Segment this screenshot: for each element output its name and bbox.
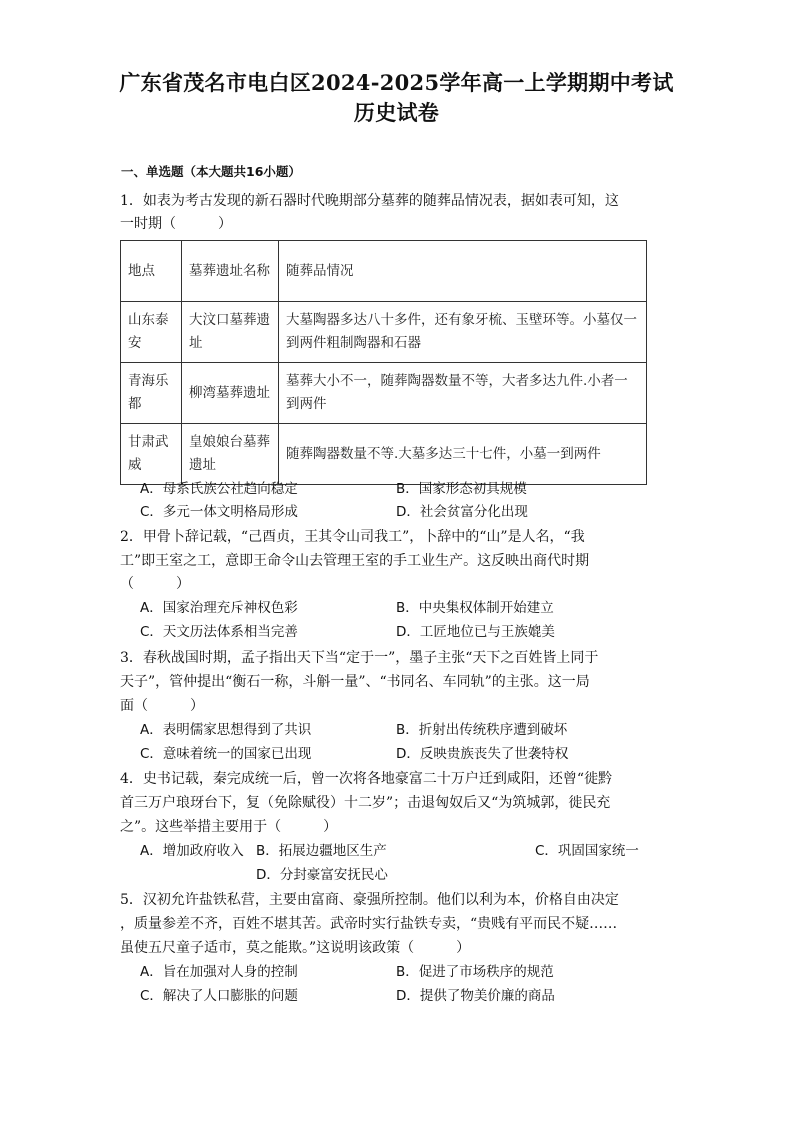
q5-option-d[interactable]: D．提供了物美价廉的商品 bbox=[396, 988, 555, 1004]
q4-stem-line2: 首三万户琅玡台下，复（免除赋役）十二岁”；击退匈奴后又“为筑城郭，徙民充 bbox=[120, 795, 611, 811]
q4-stem-line3: 之”。这些举措主要用于（ ） bbox=[120, 819, 338, 835]
q4-option-b[interactable]: B．拓展边疆地区生产 bbox=[256, 843, 387, 859]
q4-option-c[interactable]: C．巩固国家统一 bbox=[535, 843, 639, 859]
q1-option-d[interactable]: D．社会贫富分化出现 bbox=[396, 504, 528, 520]
q2-option-d[interactable]: D．工匠地位已与王族媲美 bbox=[396, 624, 555, 640]
q5-option-a[interactable]: A．旨在加强对人身的控制 bbox=[140, 964, 298, 980]
q1-option-c[interactable]: C．多元一体文明格局形成 bbox=[140, 504, 298, 520]
exam-title-line2: 历史试卷 bbox=[353, 100, 440, 125]
q4-option-a[interactable]: A．增加政府收入 bbox=[140, 843, 244, 859]
q1-stem-line1: 1．如表为考古发现的新石器时代晚期部分墓葬的随葬品情况表，据如表可知，这 bbox=[120, 193, 619, 209]
table-cell: 大汶口墓葬遗址 bbox=[182, 302, 279, 363]
q2-stem-line1: 2．甲骨卜辞记载，“己酉贞，王其令山司我工”，卜辞中的“山”是人名，“我 bbox=[120, 529, 585, 545]
q1-option-a[interactable]: A．母系氏族公社趋向稳定 bbox=[140, 481, 298, 497]
table-header-cell: 地点 bbox=[121, 241, 182, 302]
table-cell: 随葬陶器数量不等.大墓多达三十七件，小墓一到两件 bbox=[279, 424, 647, 485]
q3-option-d[interactable]: D．反映贵族丧失了世袭特权 bbox=[396, 746, 569, 762]
q2-option-b[interactable]: B．中央集权体制开始建立 bbox=[396, 600, 554, 616]
q3-stem-line1: 3．春秋战国时期，孟子指出天下当“定于一”，墨子主张“天下之百姓皆上同于 bbox=[120, 650, 599, 666]
table-row bbox=[121, 302, 647, 363]
q4-option-d[interactable]: D．分封豪富安抚民心 bbox=[256, 867, 388, 883]
table-row bbox=[121, 363, 647, 424]
q2-stem-line3: （ ） bbox=[120, 576, 190, 592]
q3-option-a[interactable]: A．表明儒家思想得到了共识 bbox=[140, 722, 312, 738]
table-cell: 墓葬大小不一，随葬陶器数量不等，大者多达九件.小者一到两件 bbox=[279, 363, 647, 424]
table-header-row bbox=[121, 241, 647, 302]
table-header-cell: 墓葬遗址名称 bbox=[182, 241, 279, 302]
q2-stem-line2: 工”即王室之工，意即王命令山去管理王室的手工业生产。这反映出商代时期 bbox=[120, 553, 590, 569]
q5-stem-line1: 5．汉初允许盐铁私营，主要由富商、豪强所控制。他们以利为本，价格自由决定 bbox=[120, 892, 619, 908]
table-row bbox=[121, 424, 647, 485]
q3-option-b[interactable]: B．折射出传统秩序遭到破坏 bbox=[396, 722, 568, 738]
q2-option-c[interactable]: C．天文历法体系相当完善 bbox=[140, 624, 298, 640]
q3-stem-line2: 天子”，管仲提出“衡石一称，斗斛一量”、“书同名、车同轨”的主张。这一局 bbox=[120, 674, 590, 690]
q5-stem-line2: ，质量参差不齐，百姓不堪其苦。武帝时实行盐铁专卖，“贵贱有平而民不疑…… bbox=[120, 916, 618, 932]
table-cell: 大墓陶器多达八十多件，还有象牙梳、玉壁环等。小墓仅一到两件粗制陶器和石器 bbox=[279, 302, 647, 363]
q3-option-c[interactable]: C．意味着统一的国家已出现 bbox=[140, 746, 312, 762]
q5-option-c[interactable]: C．解决了人口膨胀的问题 bbox=[140, 988, 298, 1004]
q4-stem-line1: 4．史书记载，秦完成统一后，曾一次将各地豪富二十万户迁到咸阳，还曾“徙黔 bbox=[120, 771, 613, 787]
burial-goods-table bbox=[120, 240, 647, 485]
table-cell: 青海乐都 bbox=[121, 363, 182, 424]
table-cell: 柳湾墓葬遗址 bbox=[182, 363, 279, 424]
table-cell: 山东泰安 bbox=[121, 302, 182, 363]
q5-stem-line3: 虽使五尺童子适市，莫之能欺。”这说明该政策（ ） bbox=[120, 940, 471, 956]
exam-title-line1: 广东省茂名市电白区2024-2025学年高一上学期期中考试 bbox=[119, 70, 674, 95]
q1-stem-line2: 一时期（ ） bbox=[120, 216, 232, 232]
section-heading: 一、单选题（本大题共16小题） bbox=[121, 164, 301, 179]
table-header-cell: 随葬品情况 bbox=[279, 241, 647, 302]
q3-stem-line3: 面（ ） bbox=[120, 698, 204, 714]
q1-option-b[interactable]: B．国家形态初具规模 bbox=[396, 481, 527, 497]
table-cell: 皇娘娘台墓葬遗址 bbox=[182, 424, 279, 485]
q5-option-b[interactable]: B．促进了市场秩序的规范 bbox=[396, 964, 554, 980]
q2-option-a[interactable]: A．国家治理充斥神权色彩 bbox=[140, 600, 298, 616]
table-cell: 甘肃武威 bbox=[121, 424, 182, 485]
